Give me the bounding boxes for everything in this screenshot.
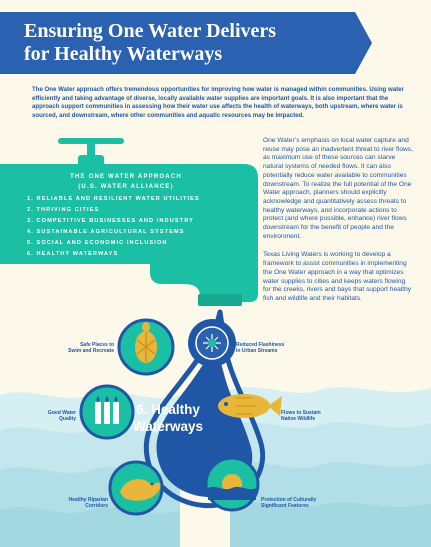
bird-icon: [110, 462, 162, 514]
center-line-2: Waterways: [132, 419, 204, 434]
approach-item: 4. SUSTAINABLE AGRICULTURAL SYSTEMS: [27, 229, 185, 235]
label-line: Safe Places to: [80, 342, 114, 348]
label-line: in Urban Streams: [236, 348, 278, 355]
label-riparian: [58, 497, 108, 509]
body-paragraph-1: One Water’s emphasis on local water capture and reuse may pose an inadvertent threat to river flows, as maximum use of these sources can starve natural systems of needed flows. It can also potentially reduce water available to communities downstream. To realize the full potential of the One Water approach, planners should explicitly acknowledge and quantitatively assess threats to healthy waterways, and incorporate actions to protect (and where possible, enhance) river flows downstream for the benefit of people and the environment.: [263, 137, 413, 240]
turtle-icon: [119, 320, 173, 374]
sunset-icon: [206, 458, 258, 510]
intro-paragraph: The One Water approach offers tremendous opportunities for improving how water is managed within communities. Using water efficiently and taking advantage of diverse, locally available water supplies are important goals. It is also important that the approach support communities in assessing how their water use affects the health of waterways, both upstream, where water is sourced, and downstream, where other communities and aquatic resources may be impacted.: [32, 86, 404, 119]
approach-item: 3. COMPETITIVE BUSINESSES AND INDUSTRY: [27, 218, 194, 224]
label-line: Reduced Flashiness: [236, 342, 285, 348]
approach-item: 5. SOCIAL AND ECONOMIC INCLUSION: [27, 240, 168, 246]
fish-icon: [218, 394, 282, 418]
storm-drain-icon: [188, 319, 236, 367]
approach-source: (U.S. WATER ALLIANCE): [78, 184, 174, 190]
title-line-2: for Healthy Waterways: [24, 43, 223, 65]
label-line: Quality: [59, 416, 76, 423]
label-line: Swim and Recreate: [68, 348, 114, 355]
approach-item: 2. THRIVING CITIES: [27, 207, 100, 213]
label-line: Good Water: [47, 410, 76, 416]
center-line-1: 6. Healthy: [136, 402, 200, 417]
label-good-water: [40, 410, 76, 422]
approach-heading: THE ONE WATER APPROACH: [70, 174, 182, 180]
label-safe-places: [66, 342, 114, 354]
label-line: Healthy Riparian: [68, 497, 108, 503]
label-line: Corridors: [85, 503, 108, 510]
label-line: Native Wildlife: [281, 416, 316, 423]
title-line-1: Ensuring One Water Delivers: [24, 20, 277, 42]
label-flashiness: [236, 342, 296, 354]
center-heading: [118, 401, 218, 435]
body-paragraph-2: Texas Living Waters is working to develop a framework to assist communities in implementing the One Water approach in a way that optimizes water supplies to cities and keeps waters flowing for the creeks, rivers and bays that support healthy fish and wildlife and their habitats.: [263, 251, 412, 302]
approach-item: 6. HEALTHY WATERWAYS: [27, 251, 119, 257]
label-flows: [281, 410, 341, 422]
label-line: Significant Features: [261, 503, 309, 510]
label-line: Flows to Sustain: [281, 410, 321, 416]
label-cultural: [261, 497, 331, 509]
label-line: Protection of Culturally: [261, 497, 317, 503]
approach-item: 1. RELIABLE AND RESILIENT WATER UTILITIES: [27, 196, 200, 202]
